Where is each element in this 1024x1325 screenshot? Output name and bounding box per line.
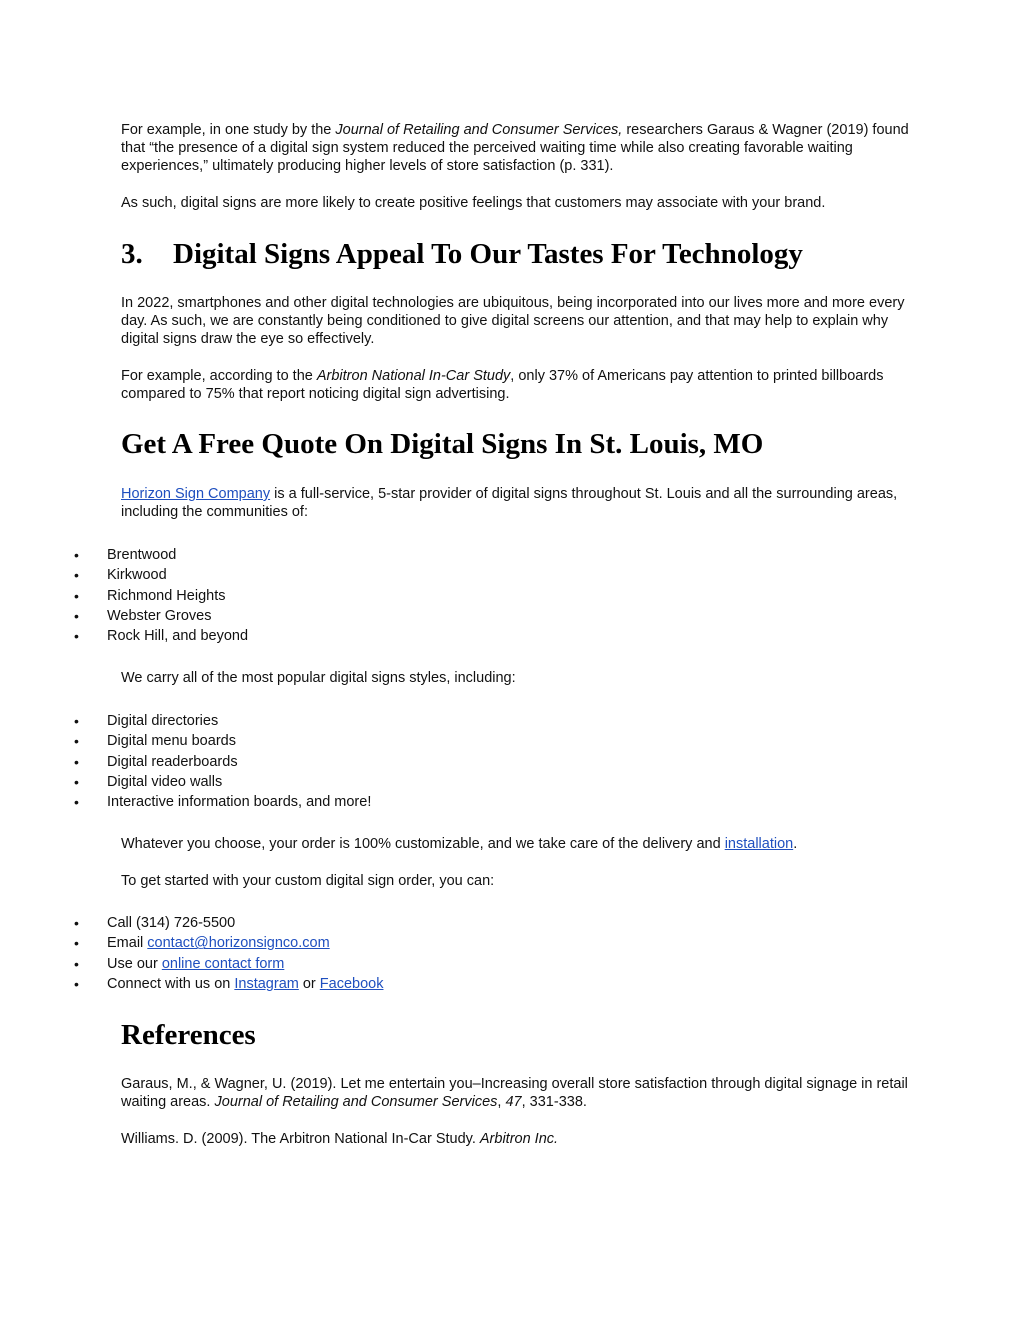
list-item: • Brentwood [0, 545, 248, 565]
list-item-call: • Call (314) 726-5500 [0, 913, 383, 933]
references-heading: References [121, 1019, 256, 1051]
publisher-name: Arbitron Inc. [479, 1131, 559, 1147]
text-run: is a full-service, 5-star provider of digital signs throughout St. Louis and all the surrounding areas, including the communities of: [121, 486, 898, 521]
list-item: • Webster Groves [0, 606, 248, 626]
section-title: Digital Signs Appeal To Our Tastes For Technology [173, 238, 803, 270]
list-item-email [0, 933, 383, 953]
text-run: . [793, 836, 798, 852]
instagram-link[interactable]: Instagram [234, 975, 299, 992]
intro-paragraph-2: As such, digital signs are more likely to create positive feelings that customers may associate with your brand. [121, 195, 826, 211]
text-run: Williams. D. (2009). The Arbitron National In-Car Study. [121, 1131, 480, 1147]
communities-list [0, 545, 248, 646]
text-run: Garaus, M., & Wagner, U. (2019). Let me entertain you–Increasing overall store satisfaction through digital signage in retail waiting areas. [121, 1076, 908, 1111]
reference-1 [121, 1075, 911, 1111]
customization-paragraph [121, 835, 911, 853]
reference-2 [121, 1130, 911, 1148]
list-item: • Digital directories [0, 711, 371, 731]
section-number: 3. [121, 238, 143, 270]
list-item: • Digital readerboards [0, 752, 371, 772]
journal-title: Journal of Retailing and Consumer Services, [335, 122, 623, 138]
styles-list [0, 711, 371, 812]
facebook-link[interactable]: Facebook [319, 975, 384, 992]
section-3-paragraph-2 [121, 367, 911, 403]
list-item: • Rock Hill, and beyond [0, 626, 248, 646]
intro-paragraph-1 [121, 121, 911, 176]
styles-intro: We carry all of the most popular digital signs styles, including: [121, 670, 516, 686]
volume-number: 47 [505, 1094, 522, 1111]
list-item-contact-form [0, 954, 383, 974]
list-item: • Kirkwood [0, 565, 248, 585]
text-run: , only 37% of Americans pay attention to printed billboards compared to 75% that report noticing digital sign advertising. [121, 368, 884, 403]
horizon-sign-company-link[interactable]: Horizon Sign Company [121, 486, 271, 502]
text-run: Connect with us on [107, 975, 235, 992]
email-link[interactable]: contact@horizonsignco.com [147, 935, 330, 952]
text-run: Email [107, 935, 148, 952]
journal-title: Journal of Retailing and Consumer Services [214, 1094, 498, 1111]
online-contact-form-link[interactable]: online contact form [161, 955, 285, 972]
text-run: researchers Garaus & Wagner (2019) found that “the presence of a digital sign system reduced the perceived waiting time while also creating favorable waiting experiences,” ultimately producing higher levels of store satisfaction (p. 331). [121, 122, 909, 175]
installation-link[interactable]: installation [724, 836, 794, 852]
list-item: • Digital video walls [0, 772, 371, 792]
text-run: For example, according to the [121, 368, 317, 384]
list-item: • Interactive information boards, and more! [0, 792, 371, 812]
list-item: • Digital menu boards [0, 731, 371, 751]
section-3-heading [121, 237, 803, 271]
contact-options-list [0, 913, 383, 994]
text-run: or [298, 975, 320, 992]
text-run: , [497, 1094, 506, 1111]
section-3-paragraph-1: In 2022, smartphones and other digital technologies are ubiquitous, being incorporated into our lives more and more every day. As such, we are constantly being conditioned to give digital screens our attention, and that may help to explain why digital signs draw the eye so effectively. [121, 295, 905, 348]
list-item-social [0, 974, 383, 994]
quote-intro-paragraph [121, 485, 911, 521]
get-started-paragraph: To get started with your custom digital sign order, you can: [121, 873, 495, 889]
quote-heading: Get A Free Quote On Digital Signs In St. Louis, MO [121, 428, 764, 460]
text-run: For example, in one study by the [121, 122, 336, 138]
text-run: Whatever you choose, your order is 100% customizable, and we take care of the delivery and [121, 836, 725, 852]
study-title: Arbitron National In-Car Study [316, 368, 511, 384]
text-run: , 331-338. [521, 1094, 587, 1111]
list-item: • Richmond Heights [0, 586, 248, 606]
text-run: Use our [107, 955, 162, 972]
